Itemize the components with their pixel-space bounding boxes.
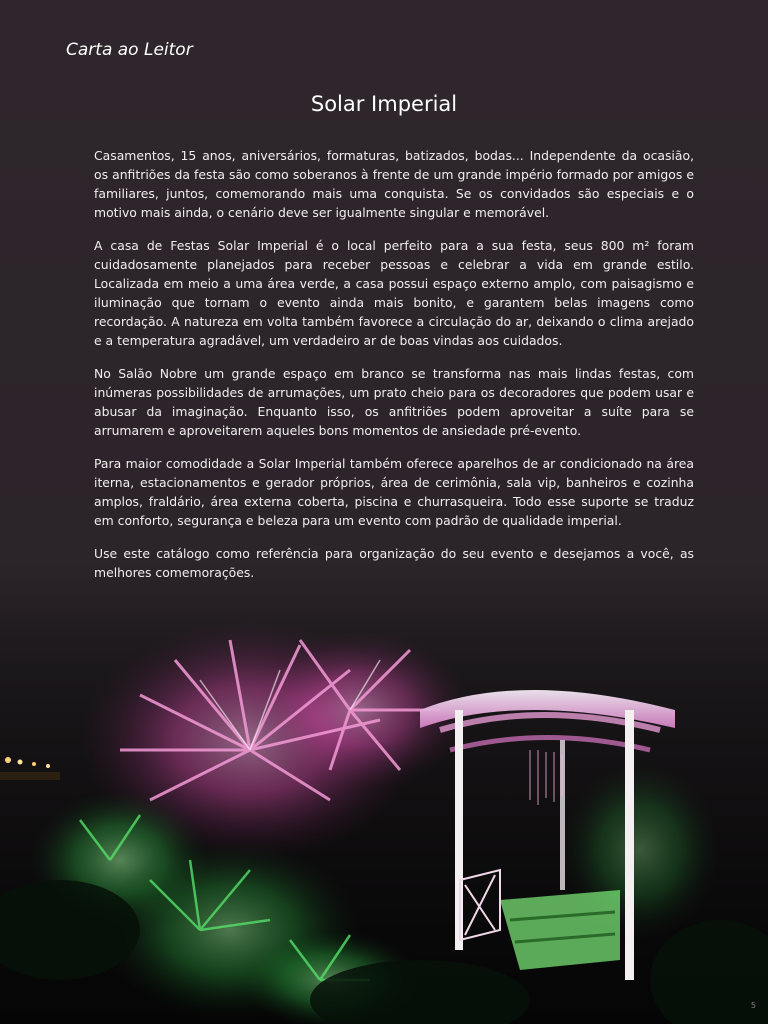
page-title: Solar Imperial <box>310 92 458 116</box>
paragraph-4: Para maior comodidade a Solar Imperial também oferece aparelhos de ar condicionado na área iterna, estacionamentos e gerador próprios, área de cerimônia, sala vip, banheiros e cozinha amplos, fraldário, área externa coberta, piscina e churrasqueira. Todo esse suporte se traduz em conforto, segurança e beleza para um evento com padrão de qualidade imperial. <box>94 456 694 528</box>
page-number: 5 <box>750 1001 756 1010</box>
paragraph-2: A casa de Festas Solar Imperial é o local perfeito para a sua festa, seus 800 m² foram cuidadosamente planejados para receber pessoas e celebrar a vida em grande estilo. Localizada em meio a uma área verde, a casa possui espaço externo amplo, com paisagismo e iluminação que tornam o evento ainda mais bonito, e garantem belas imagens como recordação. A natureza em volta também favorece a circulação do ar, deixando o clima arejado e a temperatura agradável, um verdadeiro ar de boas vindas aos cuidados. <box>94 238 694 348</box>
paragraph-3: No Salão Nobre um grande espaço em branco se transforma nas mais lindas festas, com inúmeras possibilidades de arrumações, um prato cheio para os decoradores que podem usar e abusar da imaginação. Enquanto isso, os anfitriões podem aproveitar a suíte para se arrumarem e aproveitarem aqueles bons momentos de ansiedade pré-evento. <box>94 366 694 438</box>
paragraph-1: Casamentos, 15 anos, aniversários, formaturas, batizados, bodas... Independente da ocasião, os anfitriões da festa são como soberanos à frente de um grande império formado por amigos e familiares, juntos, comemorando mais uma conquista. Se os convidados são especiais e o motivo mais ainda, o cenário deve ser igualmente singular e memorável. <box>94 148 694 220</box>
paragraph-5: Use este catálogo como referência para organização do seu evento e desejamos a você, as melhores comemorações. <box>94 546 694 580</box>
article-body <box>94 146 694 596</box>
venue-night-photo <box>0 600 768 1024</box>
section-label: Carta ao Leitor <box>66 40 193 60</box>
